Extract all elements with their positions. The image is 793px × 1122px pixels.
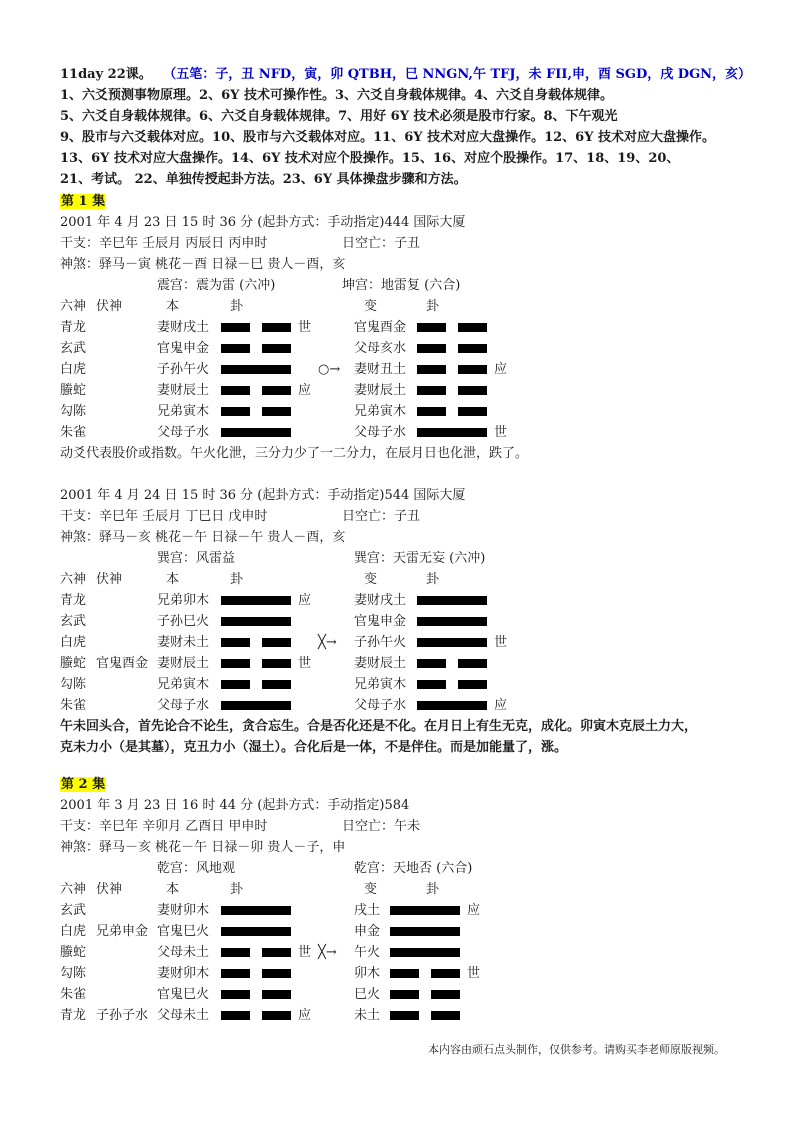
fushen: 兄弟申金 (96, 924, 149, 939)
original-yao-line (221, 948, 291, 957)
changed-yao-line (417, 323, 487, 332)
liushen: 白虎 (60, 635, 87, 650)
changed-yao-line (417, 407, 487, 416)
changed-yao-line (390, 1011, 460, 1020)
changed-yao-line (417, 680, 487, 689)
original-yao: 妻财戌土 (157, 320, 210, 335)
original-marker: 应 (298, 593, 312, 608)
changed-marker: 应 (467, 903, 481, 918)
liushen: 青龙 (60, 593, 87, 608)
original-yao-line (221, 927, 291, 936)
col-fushen: 伏神 (96, 882, 123, 897)
original-yao: 兄弟寅木 (157, 677, 210, 692)
changed-yao: 兄弟寅木 (354, 677, 407, 692)
liushen: 勾陈 (60, 404, 87, 419)
course-title: 11day 22课。 (60, 67, 152, 82)
section-label: 第 1 集 (61, 194, 106, 209)
original-yao: 妻财未土 (157, 635, 210, 650)
original-yao: 官鬼巳火 (157, 924, 210, 939)
chart-note: 动爻代表股价或指数。午火化泄，三分力少了一二分力，在辰月日也化泄，跌了。 (60, 446, 529, 461)
changed-yao-line (390, 990, 460, 999)
col-liushen: 六神 (60, 299, 87, 314)
original-yao-line (221, 638, 291, 647)
liushen: 螣蛇 (60, 383, 87, 398)
changed-hexagram-palace: 乾宫：天地否 (六合) (354, 861, 473, 876)
changed-marker: 世 (467, 966, 481, 981)
section-title (60, 191, 106, 212)
changed-yao-line (417, 365, 487, 374)
original-marker: 应 (298, 1008, 312, 1023)
liushen: 朱雀 (60, 987, 87, 1002)
changed-yao-line (390, 906, 460, 915)
original-yao-line (221, 701, 291, 710)
liushen: 螣蛇 (60, 945, 87, 960)
changed-yao-line (390, 948, 460, 957)
original-yao: 妻财辰土 (157, 656, 210, 671)
original-yao: 官鬼申金 (157, 341, 210, 356)
section-title (60, 774, 106, 795)
original-yao: 兄弟卯木 (157, 593, 210, 608)
chart-date: 2001 年 3 月 23 日 16 时 44 分 (起卦方式：手动指定)584 (60, 798, 410, 813)
changed-yao: 兄弟寅木 (354, 404, 407, 419)
fushen: 子孙子水 (96, 1008, 149, 1023)
chart-date: 2001 年 4 月 23 日 15 时 36 分 (起卦方式：手动指定)444 国际大厦 (60, 215, 466, 230)
fushen: 官鬼酉金 (96, 656, 149, 671)
original-yao-line (221, 323, 291, 332)
liushen: 勾陈 (60, 677, 87, 692)
changed-hexagram-palace: 巽宫：天雷无妄 (六冲) (354, 551, 486, 566)
col-bian: 变 (364, 882, 378, 897)
original-yao-line (221, 428, 291, 437)
changed-yao: 妻财戌土 (354, 593, 407, 608)
original-yao-line (221, 990, 291, 999)
changed-yao-line (390, 927, 460, 936)
original-yao-line (221, 386, 291, 395)
col-gua: 卦 (230, 299, 244, 314)
syllabus-line: 5、六爻自身载体规律。6、六爻自身载体规律。7、用好 6Y 技术必须是股市行家。8、下午观光 (60, 109, 618, 124)
ganzhi: 干支：辛巳年 壬辰月 丁巳日 戊申时 (60, 509, 268, 524)
shensha-line: 神煞：驿马－亥 桃花－午 日禄－卯 贵人－子，申 (60, 840, 346, 855)
changed-yao-line (417, 701, 487, 710)
changed-marker: 应 (494, 362, 508, 377)
changed-yao-line (417, 659, 487, 668)
original-yao: 父母子水 (157, 698, 210, 713)
original-yao-line (221, 596, 291, 605)
original-yao-line (221, 617, 291, 626)
day-void: 日空亡：子丑 (342, 509, 421, 524)
original-yao: 官鬼巳火 (157, 987, 210, 1002)
original-yao-line (221, 906, 291, 915)
col-liushen: 六神 (60, 882, 87, 897)
changed-yao-line (417, 638, 487, 647)
liushen: 白虎 (60, 362, 87, 377)
col-bian: 变 (364, 572, 378, 587)
header-line (60, 64, 751, 85)
liushen: 玄武 (60, 614, 87, 629)
chart-note: 午未回头合，首先论合不论生，贪合忘生。合是否化还是不化。在月日上有生无克，成化。卯寅木克辰土力大， (60, 719, 698, 734)
liushen: 螣蛇 (60, 656, 87, 671)
changed-yao-line (417, 386, 487, 395)
syllabus-line: 9、股市与六爻载体对应。10、股市与六爻载体对应。11、6Y 技术对应大盘操作。12、6Y 技术对应大盘操作。 (60, 130, 716, 145)
ganzhi: 干支：辛巳年 辛卯月 乙酉日 甲申时 (60, 819, 268, 834)
changed-yao: 妻财丑土 (354, 362, 407, 377)
col-ben: 本 (166, 299, 180, 314)
original-marker: 应 (298, 383, 312, 398)
original-hexagram-palace: 震宫：震为雷 (六冲) (157, 278, 276, 293)
col-gua: 卦 (230, 572, 244, 587)
shensha-line: 神煞：驿马－亥 桃花－午 日禄－午 贵人－酉，亥 (60, 530, 346, 545)
original-yao-line (221, 365, 291, 374)
changed-yao: 父母亥水 (354, 341, 407, 356)
footer-note: 本内容由顽石点头制作，仅供参考。请购买李老师原版视频。 (428, 1043, 725, 1056)
change-arrow: ○→ (318, 362, 341, 377)
wubi-note: （五笔：子，丑 NFD，寅，卯 QTBH，巳 NNGN,午 TFJ，未 FII,申，酉 SGD，戌 DGN，亥） (169, 67, 752, 82)
original-yao: 兄弟寅木 (157, 404, 210, 419)
original-yao-line (221, 344, 291, 353)
original-hexagram-palace: 乾宫：风地观 (157, 861, 236, 876)
changed-yao-line (417, 617, 487, 626)
changed-yao: 卯木 (354, 966, 381, 981)
liushen: 青龙 (60, 320, 87, 335)
syllabus-line: 13、6Y 技术对应大盘操作。14、6Y 技术对应个股操作。15、16、对应个股操作。17、18、19、20、 (60, 151, 680, 166)
col-gua2: 卦 (426, 882, 440, 897)
col-fushen: 伏神 (96, 299, 123, 314)
changed-yao: 子孙午火 (354, 635, 407, 650)
col-fushen: 伏神 (96, 572, 123, 587)
col-gua2: 卦 (426, 572, 440, 587)
original-yao-line (221, 407, 291, 416)
section-label: 第 2 集 (61, 777, 106, 792)
col-ben: 本 (166, 882, 180, 897)
liushen: 玄武 (60, 341, 87, 356)
changed-yao: 父母子水 (354, 698, 407, 713)
shensha-line: 神煞：驿马－寅 桃花－酉 日禄－巳 贵人－酉，亥 (60, 257, 346, 272)
original-yao: 妻财卯木 (157, 966, 210, 981)
changed-yao-line (417, 428, 487, 437)
col-bian: 变 (364, 299, 378, 314)
changed-yao: 官鬼申金 (354, 614, 407, 629)
liushen: 朱雀 (60, 698, 87, 713)
syllabus-line: 1、六爻预测事物原理。2、6Y 技术可操作性。3、六爻自身载体规律。4、六爻自身载体规律。 (60, 88, 614, 103)
chart-note: 克未力小（是其墓），克丑力小（湿土）。合化后是一体，不是伴住。而是加能量了，涨。 (60, 740, 568, 755)
changed-yao: 申金 (354, 924, 381, 939)
changed-yao-line (417, 596, 487, 605)
day-void: 日空亡：子丑 (342, 236, 421, 251)
liushen: 白虎 (60, 924, 87, 939)
original-yao: 子孙午火 (157, 362, 210, 377)
original-yao: 妻财辰土 (157, 383, 210, 398)
original-yao-line (221, 659, 291, 668)
changed-yao: 午火 (354, 945, 381, 960)
original-hexagram-palace: 巽宫：风雷益 (157, 551, 236, 566)
col-ben: 本 (166, 572, 180, 587)
changed-yao-line (417, 344, 487, 353)
changed-marker: 世 (494, 425, 508, 440)
col-gua: 卦 (230, 882, 244, 897)
changed-yao: 妻财辰土 (354, 383, 407, 398)
original-marker: 世 (298, 656, 312, 671)
original-yao: 父母未土 (157, 945, 210, 960)
original-marker: 世 (298, 320, 312, 335)
liushen: 勾陈 (60, 966, 87, 981)
change-arrow: ╳→ (318, 945, 337, 960)
liushen: 玄武 (60, 903, 87, 918)
original-yao-line (221, 969, 291, 978)
changed-yao: 官鬼酉金 (354, 320, 407, 335)
original-yao: 子孙巳火 (157, 614, 210, 629)
day-void: 日空亡：午未 (342, 819, 421, 834)
changed-yao: 妻财辰土 (354, 656, 407, 671)
changed-yao: 戌土 (354, 903, 381, 918)
liushen: 青龙 (60, 1008, 87, 1023)
chart-date: 2001 年 4 月 24 日 15 时 36 分 (起卦方式：手动指定)544 国际大厦 (60, 488, 466, 503)
col-gua2: 卦 (426, 299, 440, 314)
changed-marker: 应 (494, 698, 508, 713)
original-yao: 父母子水 (157, 425, 210, 440)
syllabus-line: 21、考试。 22、单独传授起卦方法。23、6Y 具体操盘步骤和方法。 (60, 172, 467, 187)
changed-marker: 世 (494, 635, 508, 650)
original-yao-line (221, 680, 291, 689)
changed-yao: 未土 (354, 1008, 381, 1023)
original-yao: 妻财卯木 (157, 903, 210, 918)
changed-yao: 巳火 (354, 987, 381, 1002)
changed-yao: 父母子水 (354, 425, 407, 440)
original-yao-line (221, 1011, 291, 1020)
original-yao: 父母未土 (157, 1008, 210, 1023)
liushen: 朱雀 (60, 425, 87, 440)
col-liushen: 六神 (60, 572, 87, 587)
ganzhi: 干支：辛巳年 壬辰月 丙辰日 丙申时 (60, 236, 268, 251)
original-marker: 世 (298, 945, 312, 960)
changed-hexagram-palace: 坤宫：地雷复 (六合) (342, 278, 461, 293)
changed-yao-line (390, 969, 460, 978)
change-arrow: ╳→ (318, 635, 337, 650)
